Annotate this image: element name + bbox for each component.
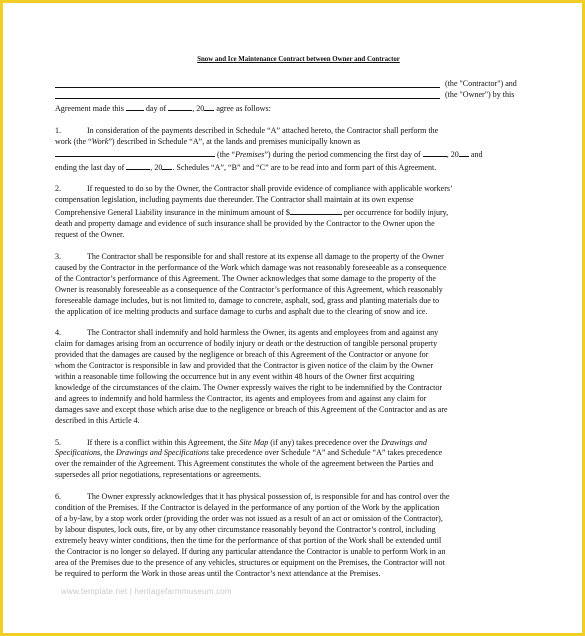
- clause-text: caused by the Contractor in the performance of the Work which damage was not reasonably foreseeable as a consequence: [55, 262, 447, 272]
- clause-text: damages save and except those which arise due to the negligence or breach of this Agreement of the Contractor and as are: [55, 404, 448, 414]
- clause-6: [55, 492, 536, 579]
- owner-blank[interactable]: [55, 98, 440, 99]
- contractor-blank[interactable]: [55, 87, 440, 88]
- clause-text: provided that the damages are caused by the negligence or breach of this Agreement of the Contractor or anyone for: [55, 350, 429, 360]
- clause-text: over the remainder of the Agreement. This Agreement constitutes the whole of the agreement between the Parties and: [55, 459, 434, 469]
- end-month-blank[interactable]: [126, 161, 150, 170]
- premises-address-blank[interactable]: [55, 148, 215, 157]
- clause-text: of the Contractor’s performance of this Agreement. The Owner acknowledges that some damage to the property of the: [55, 273, 436, 283]
- defined-term-drawings-specs: Drawings and Specifications: [116, 448, 210, 458]
- clause-text: extremely heavy winter conditions, then the time for the performance of that portion of the Work shall be extended until: [55, 535, 442, 545]
- clause-text: ”) during the period commencing the first day of: [264, 149, 421, 159]
- clause-text: per occurrence for bodily injury,: [343, 208, 449, 218]
- defined-term-drawings: Drawings and: [381, 437, 427, 447]
- owner-label: (the "Owner") by this: [445, 90, 515, 100]
- clause-text: by labour disputes, lock outs, fire, or by any other circumstance reasonably beyond the Contractor’s control, including: [55, 524, 436, 534]
- defined-term-premises: Premises: [235, 149, 265, 159]
- clause-text: described in this Article 4.: [55, 415, 140, 425]
- clause-text: area of the Premises due to the presence of any vehicles, structures or equipment on the Premises, the Contractor will not: [55, 557, 445, 567]
- clause-4: [55, 328, 536, 426]
- clause-number: 4.: [55, 328, 62, 338]
- document-title: Snow and Ice Maintenance Contract between Owner and Contractor: [197, 56, 400, 63]
- clause-text: The Contractor shall be responsible for and shall restore at its expense all damage to the property of the Owner: [87, 251, 444, 261]
- clause-text: , 20: [150, 162, 163, 172]
- clause-text: and: [470, 149, 483, 159]
- clause-text: whom the Contractor is responsible in law and provided that the Contractor is given notice of the claim by the Owner: [55, 361, 434, 371]
- clause-text: ”) described in Schedule “A”, at the lands and premises municipally known as: [108, 136, 361, 146]
- clause-text: supersedes all prior negotiations, representations or agreements.: [55, 470, 262, 480]
- clause-text: , the: [100, 448, 117, 458]
- clause-text: . Schedules “A”, “B” and “C” are to be read into and form part of this Agreement.: [172, 162, 437, 172]
- clause-number: 2.: [55, 184, 62, 194]
- clause-number: 5.: [55, 437, 62, 447]
- clause-2: [55, 184, 536, 241]
- agree-year-prefix: , 20: [192, 104, 205, 114]
- clause-text: death and property damage and evidence of such insurance shall be provided by the Contractor to the Owner upon the: [55, 219, 435, 229]
- clause-text: be required to perform the Work in those areas until the Contractor’s next attendance at the Premises.: [55, 568, 381, 578]
- clause-text: In consideration of the payments described in Schedule “A” attached hereto, the Contractor shall perform the: [87, 125, 439, 135]
- contractor-line: [55, 79, 536, 91]
- clause-text: the application of ice melting products and surface damage to curbs and asphalt due to the clearing of snow and ice.: [55, 306, 428, 316]
- clause-text: the Contractor is no longer so delayed. If during any particular attendance the Contractor is unable to perform Work in an: [55, 546, 446, 556]
- agree-text: Agreement made this: [55, 104, 124, 114]
- clause-text: claim for damages arising from an occurrence of bodily injury or death or the destruction of tangible personal property: [55, 339, 438, 349]
- day-blank[interactable]: [126, 102, 144, 111]
- defined-term-work: Work: [91, 136, 109, 146]
- defined-term-site-map: Site Map: [239, 437, 269, 447]
- clause-text: Owner is reasonably foreseeable as a consequence of the Contractor’s performance of this Agreement, which reasonably: [55, 284, 443, 294]
- agree-day-of: day of: [145, 104, 167, 114]
- clause-text: work (the “: [55, 136, 92, 146]
- clause-text: foreseeable damage includes, but is not limited to, damage to concrete, asphalt, sod, grass and planting materials due to: [55, 295, 440, 305]
- agree-suffix: agree as follows:: [216, 104, 271, 114]
- contract-document: [55, 55, 536, 590]
- insurance-amount-blank[interactable]: [290, 206, 342, 215]
- start-year-blank[interactable]: [459, 148, 469, 157]
- clause-text: compensation legislation, including payments due thereunder. The Contractor shall maintain at its own expense: [55, 195, 414, 205]
- end-year-blank[interactable]: [162, 161, 172, 170]
- start-month-blank[interactable]: [423, 148, 447, 157]
- clause-number: 6.: [55, 492, 62, 502]
- clause-text: If there is a conflict within this Agreement, the: [87, 437, 240, 447]
- clause-text: If requested to do so by the Owner, the Contractor shall provide evidence of compliance with applicable workers’: [87, 184, 453, 194]
- year-blank[interactable]: [204, 102, 214, 111]
- clause-1: [55, 126, 536, 174]
- clause-text: The Owner expressly acknowledges that it has physical possession of, is responsible for and has control over the: [87, 492, 450, 502]
- clause-text: (the “: [217, 149, 236, 159]
- clause-text: (if any) takes precedence over the: [268, 437, 382, 447]
- clause-number: 3.: [55, 251, 62, 261]
- clause-text: knowledge of the circumstances of the claim. The Owner expressly waives the right to be indemnified by the Contractor: [55, 382, 443, 392]
- owner-line: [55, 90, 536, 102]
- clause-5: [55, 438, 536, 482]
- clause-text: of a by-law, by a stop work order (providing the order was not issued as a result of an act or omission of the Contractor),: [55, 514, 443, 523]
- month-blank[interactable]: [168, 102, 192, 111]
- clause-3: [55, 252, 536, 317]
- clause-text: within a reasonable time following the occurrence but in any event within 48 hours of the Owner first acquiring: [55, 372, 415, 382]
- clause-text: Comprehensive General Liability insurance in the minimum amount of $: [55, 208, 290, 218]
- clause-text: condition of the Premises. If the Contractor is delayed in the performance of any portion of the Work by the application: [55, 503, 440, 513]
- clause-text: request of the Owner.: [55, 230, 125, 240]
- clause-text: take precedence over Schedule “A” and Schedule “A” takes precedence: [209, 448, 443, 458]
- agreement-date-line: [55, 102, 536, 115]
- defined-term-specifications: Specifications: [55, 448, 101, 458]
- clause-text: ending the last day of: [55, 162, 125, 172]
- clause-text: and agrees to indemnify and hold harmless the Contractor, its agents and employees from and against any claim for: [55, 393, 427, 403]
- clause-number: 1.: [55, 125, 62, 135]
- watermark: www.template.net | heritagefarmmuseum.com: [61, 587, 232, 596]
- clause-text: The Contractor shall indemnify and hold harmless the Owner, its agents and employees from and against any: [87, 328, 439, 338]
- clause-text: , 20: [446, 149, 459, 159]
- contractor-label: (the "Contractor") and: [445, 78, 517, 88]
